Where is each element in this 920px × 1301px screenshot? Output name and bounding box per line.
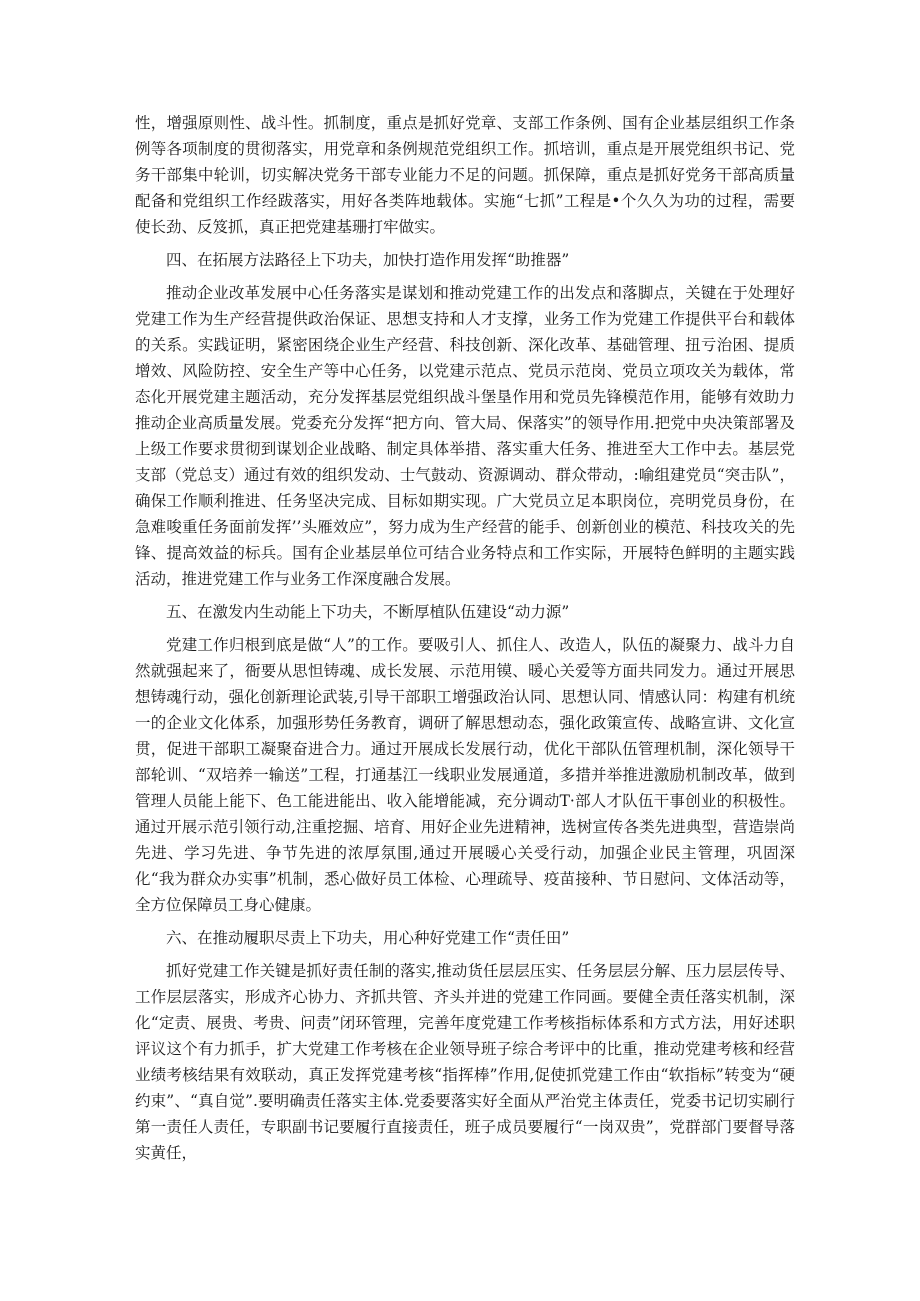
section-4-body: 推动企业改革发展中心任务落实是谋划和推动党建工作的出发点和落脚点，关键在于处理好党建工作为生产经营提供政治保证、思想支持和人才支撑，业务工作为党建工作提供平台和载体的关系。实践证明，紧密困绕企业生产经营、科技创新、深化改革、基础管理、扭亏治困、提质增效、风险防控、安全生产等中心任务，以党建示范点、党员示范岗、党员立项攻关为载体，常态化开展党建主题活动，充分发挥基层党组织战斗堡垦作用和党员先锋模范作用，能够有效助力推动企业高质量发展。党委充分发挥“把方向、管大局、保落实”的领导作用.把党中央决策部署及上级工作要求贯彻到谋划企业战略、制定具体举措、落实重大任务、推进至大工作中去。基层党支部（党总支）通过有效的组织发动、士气鼓动、资源调动、群众带动，:喻组建党员“突击队”，确保工作顺利推进、任务坚决完成、目标如期实现。广大党员立足本职岗位，亮明党员身份，在急难唆重任务面前发挥’’头雁效应”，努力成为生产经营的能手、创新创业的模范、科技攻关的先锋、提高效益的标兵。国有企业基层单位可结合业务特点和工作实际，开展特色鲜明的主题实践活动，推进党建工作与业务工作深度融合发展。 (135, 284, 795, 588)
section-5-body: 党建工作归根到底是做“人”的工作。要吸引人、抓住人、改造人，队伍的凝聚力、战斗力自然就强起来了，衙要从思怛铸魂、成长发展、示范用镆、暖心关爱等方面共同发力。通过开展思想铸魂行动，强化创新理论武装,引导干部职工增强政治认同、思想认同、情感认同：构建有机统一的企业文化体系，加强形势任务教育，调研了解思想动态，强化政策宣传、战略宣讲、文化宣贯，促进干部职工凝聚奋进合力。通过开展成长发展行动，优化干部队伍管理机制，深化领导干部轮训、“双培养一输送”工程，打通基江一线职业发展通道，多措并举推进激励机制改革，做到管理人员能上能下、色工能进能出、收入能增能减，充分调动T·部人才队伍干事创业的积极性。通过开展示范引领行动,注重挖掘、培育、用好企业先进精神，选树宣传各类先进典型，营造崇尚先进、学习先进、争节先进的浓厚氛围,通过开展暖心关受行动，加强企业民主管理，巩固深化“我为群众办实事”机制，悉心做好员工体检、心理疏导、疫苗接种、节日慰问、文体活动等，全方位保障员工身心健康。 (135, 636, 795, 914)
section-6-heading: 六、在推动履职尽责上下功夫，用心种好党建工作“责任田” (166, 929, 570, 947)
section-5-heading: 五、在激发内生动能上下功夫，不断厚植队伍建设“动力源” (166, 603, 570, 621)
intro-paragraph: 性，增强原则性、战斗性。抓制度，重点是抓好党章、支部工作条例、国有企业基层组织工作条例等各项制度的贯彻落实，用党章和条例规范党组织工作。抓培训，重点是开展党组织书记、党务干部集中轮训，切实解决党务干部专业能力不足的问题。抓保障，重点是抓好党务干部高质量配备和党组织工作经跋落实，用好各类阵地载体。实施“七抓”工程是•个久久为功的过程，需要使长劲、反笈抓，真正把党建基珊打牢做实。 (135, 114, 795, 236)
section-4-heading: 四、在拓展方法路径上下功夫，加快打造作用发挥“助推器” (166, 251, 570, 269)
section-6-body: 抓好党建工作关键是抓好责任制的落实,推动货任层层压实、任务层层分解、压力层层传导、工作层层落实，形成齐心协力、齐抓共管、齐头并进的党建工作同画。要健全责任落实机制，深化“定责、展贵、考贵、问责”闭环管理，完善年度党建工作考核指标体系和方式方法，用好述职评议这个有力抓手，扩大党建工作考核在企业领导班子综合考评中的比重，推动党建考核和经营业绩考核结果有效联动，真正发挥党建考核“指挥棒”作用,促使抓党建工作由“软指标”转变为“硬约束”、“真自觉”.要明确责任落实主体.党委要落实好全面从严治党主体责任，党委书记切实刷行第一责任人责任，专职副书记要履行直接责任，班子成员要履行“一岗双贵”，党群部门要督导落实黄任， (135, 962, 795, 1162)
document-page (135, 110, 795, 1166)
